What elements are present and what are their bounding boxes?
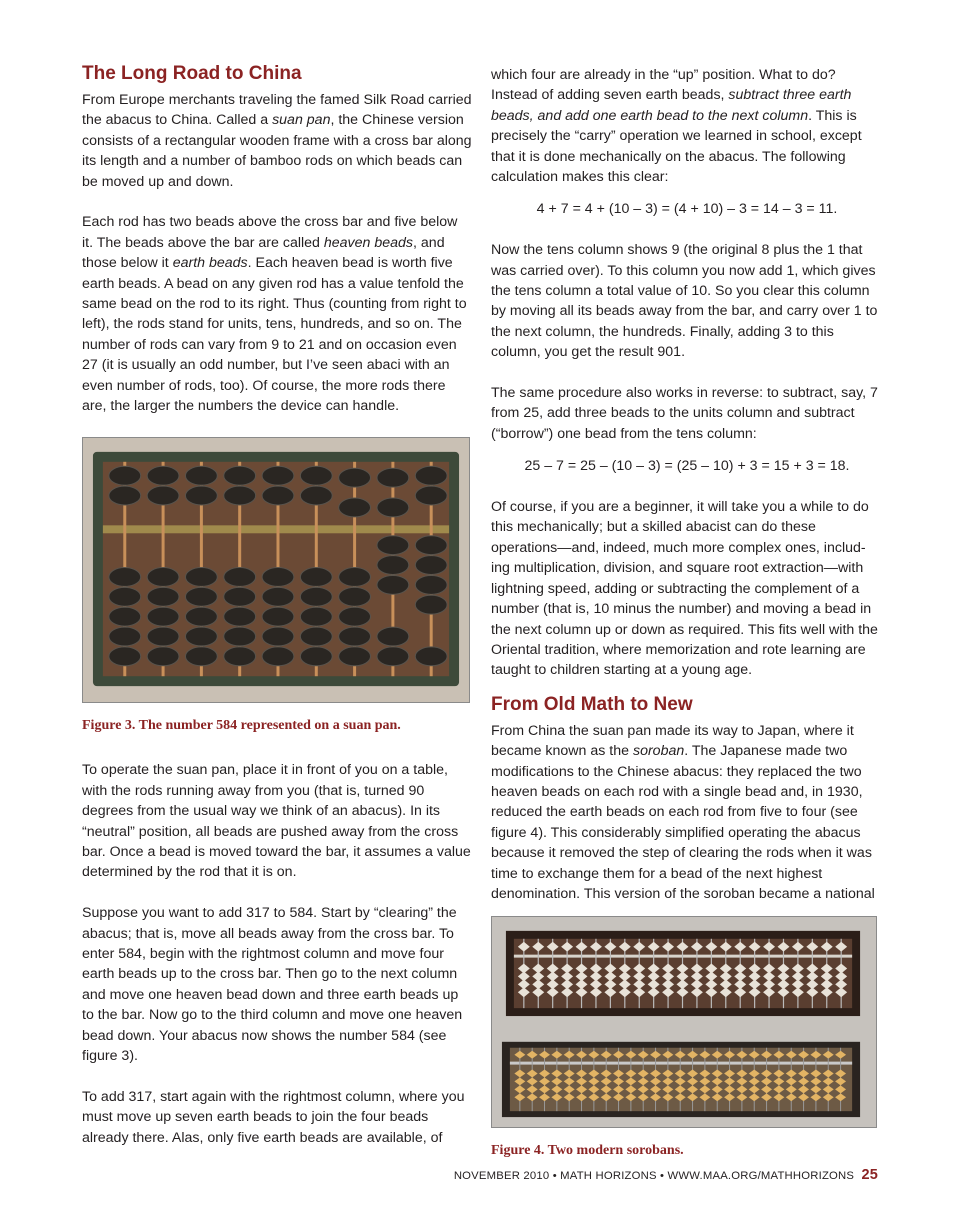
figure-4: [491, 916, 881, 1161]
paragraph: To operate the suan pan, place it in front of you on a table, with the rods running away from you (that is, turned 90 degrees from the usual way we think of an abacus). In its “neutral” position, all beads are pushed away from the cross bar. Once a bead is moved toward the bar, it assumes a value determined by the rod that it is on.: [82, 762, 471, 881]
paragraph: Suppose you want to add 317 to 584. Start by “clearing” the abacus; that is, move all beads away from the cross bar. To enter 584, begin with the rightmost column and move four earth beads up to the cross bar. Then go to the next column and move one heaven bead down and three earth beads up to the bar. Now go to the third column and move one heaven bead down. Your abacus now shows the number 584 (see figure 3).: [82, 905, 463, 1064]
soroban-photo: [491, 916, 877, 1128]
right-column: [491, 65, 881, 1186]
figure-3: [82, 437, 472, 736]
left-column: [82, 62, 472, 1168]
paragraph: From Europe merchants traveling the famed Silk Road carried the abacus to China. Called a suan pan, the Chinese version consists of a rectangular wooden frame with a cross bar along its length and a number of bamboo rods on which beads can be moved up and down.: [82, 92, 472, 190]
paragraph: The same procedure also works in reverse: to subtract, say, 7 from 25, add three beads to the units column and subtract (“borrow”) one bead from the tens column:: [491, 385, 878, 442]
paragraph: To add 317, start again with the rightmost column, where you must move up seven earth beads to join the four beads already there. Alas, only five earth beads are available, of: [82, 1088, 465, 1146]
equation-1: 4 + 7 = 4 + (10 – 3) = (4 + 10) – 3 = 14 – 3 = 11.: [536, 201, 838, 218]
figure-4-caption: Figure 4. Two modern sorobans.: [491, 1143, 684, 1159]
paragraph: From China the suan pan made its way to Japan, where it became known as the soroban. The Japanese made two modifications to the Chinese abacus: they replaced the two heaven beads on each rod with a single bead and, in 1930, reduced the earth beads on each rod from five to four (see figure 4). This considerably simplified operating the abacus because it removed the step of clearing the rods when it was time to exchange them for a bead of the next highest denomination. This version of the soroban became a national: [491, 722, 875, 902]
page-number: 25: [861, 1167, 878, 1183]
paragraph: Each rod has two beads above the cross bar and five below it. The beads above the bar are called heaven beads, and those below it earth beads. Each heaven bead is worth five earth beads. A bead on any given rod has a value tenfold the same bead on the rod to its right. Thus (counting from right to left), the rods stand for units, tens, hundreds, and so on. The number of rods can vary from 9 to 21 and on occasion even 27 (it is usually an odd number, but I’ve seen abaci with an even number of rods, too). Of course, the more rods there are, the larger the numbers the device can handle.: [82, 214, 467, 415]
section-heading-old-math: From Old Math to New: [491, 693, 693, 715]
suan-pan-photo: [82, 437, 470, 703]
footer-text: NOVEMBER 2010 • MATH HORIZONS • WWW.MAA.ORG/MATHHORIZONS: [453, 1170, 855, 1182]
paragraph: Of course, if you are a beginner, it will take you a while to do this mechanically; but a skilled abacist can do these operations—and, indeed, much more complex ones, includ-ing multiplication, division, and square root extraction—with lightning speed, adding or subtracting the complement of a number (that is, 10 minus the number) and moving a bead in the next column up or down as required. This fits well with the Oriental tradition, where memorization and rote learning are taught to children starting at a young age.: [491, 499, 878, 679]
section-heading-long-road: The Long Road to China: [82, 63, 302, 84]
figure-3-caption: Figure 3. The number 584 represented on a suan pan.: [82, 717, 401, 733]
paragraph: which four are already in the “up” position. What to do? Instead of adding seven earth beads, subtract three earth beads, and add one earth bead to the next column. This is precisely the “carry” operation we learned in school, except that it is done mechanically on the abacus. The following calculation makes this clear:: [491, 67, 862, 186]
paragraph: Now the tens column shows 9 (the original 8 plus the 1 that was carried over). To this column you now add 1, which gives the tens column a total value of 10. So you clear this column by moving all its beads away from the bar, and carry over 1 to the next column, the hundreds. Finally, adding 3 to this column, you get the result 901.: [491, 242, 878, 361]
equation-2: 25 – 7 = 25 – (10 – 3) = (25 – 10) + 3 = 15 + 3 = 18.: [524, 458, 850, 475]
page-footer: [454, 1167, 878, 1183]
